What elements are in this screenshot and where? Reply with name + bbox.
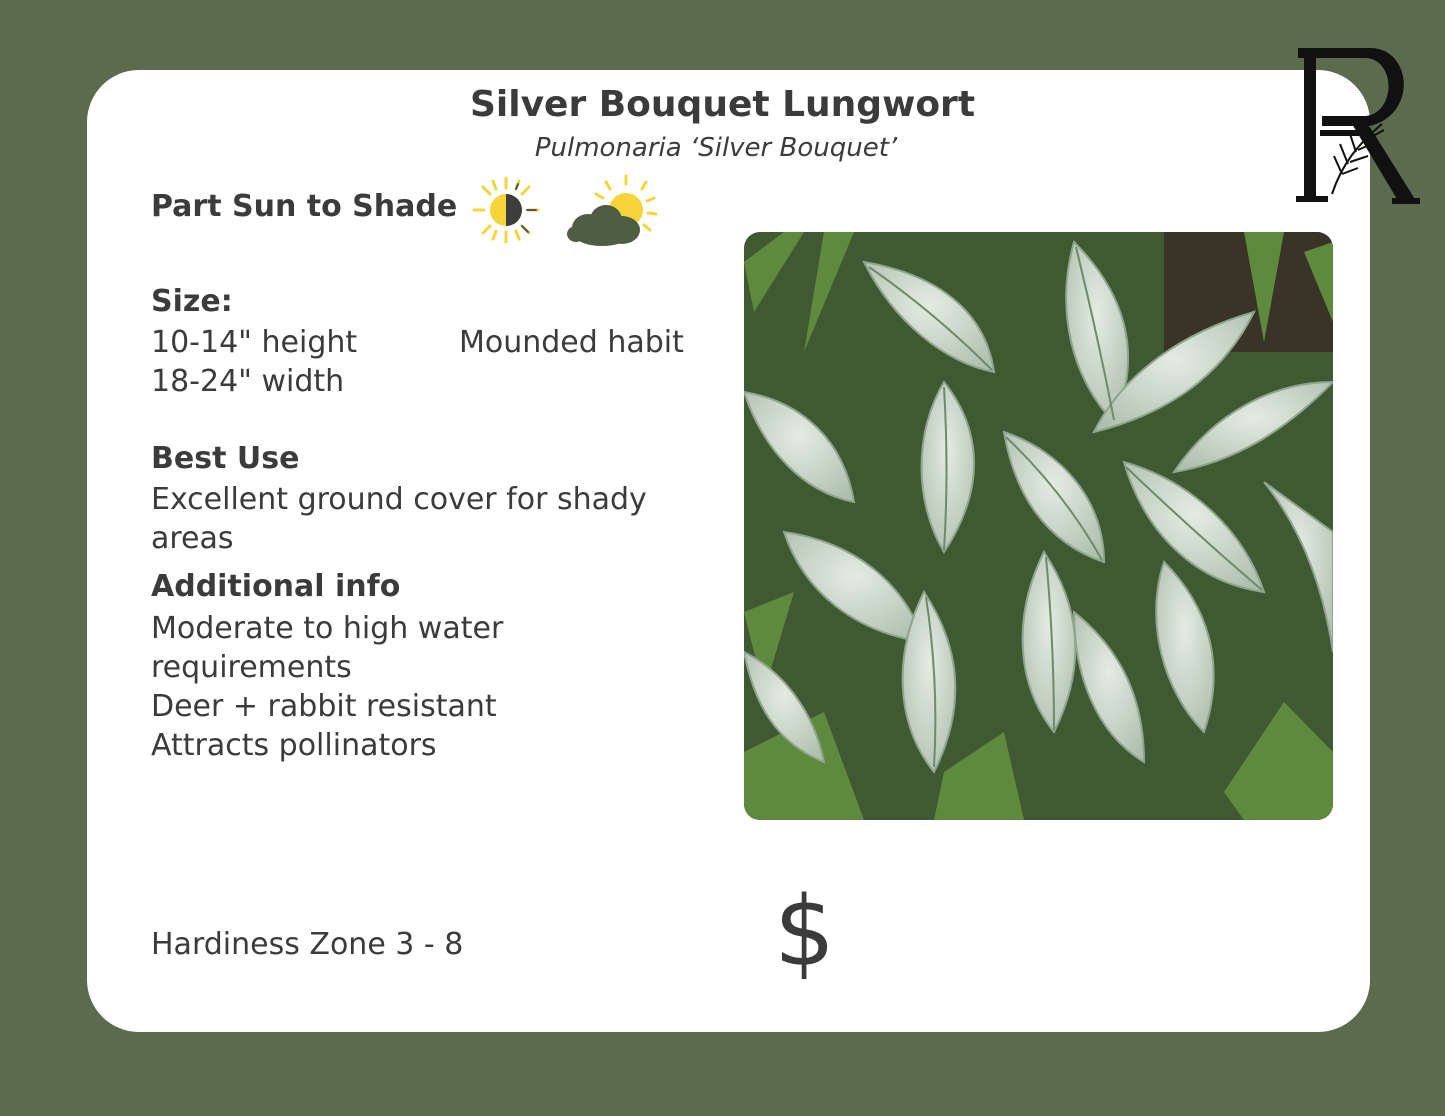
plant-botanical-name: Pulmonaria ‘Silver Bouquet’ (534, 133, 898, 163)
exposure-label: Part Sun to Shade (151, 189, 458, 224)
best-use-heading: Best Use (151, 441, 300, 476)
growth-habit: Mounded habit (459, 325, 684, 360)
additional-info-line: requirements (151, 650, 352, 685)
size-width: 18-24" width (151, 364, 345, 399)
plant-title: Silver Bouquet Lungwort (469, 84, 976, 125)
half-sun-icon (470, 174, 542, 246)
additional-info-line: Moderate to high water (151, 611, 504, 646)
sun-cloud-icon (566, 172, 666, 252)
additional-info-heading: Additional info (151, 569, 401, 604)
size-height: 10-14" height (151, 325, 358, 360)
brand-logo (1292, 44, 1422, 209)
best-use-line: Excellent ground cover for shady (151, 482, 647, 517)
size-heading: Size: (151, 284, 233, 319)
additional-info-line: Attracts pollinators (151, 728, 437, 763)
plant-photo (744, 232, 1333, 820)
additional-info-line: Deer + rabbit resistant (151, 689, 497, 724)
hardiness-zone: Hardiness Zone 3 - 8 (151, 927, 464, 962)
price-indicator: $ (774, 876, 836, 988)
best-use-line: areas (151, 521, 234, 556)
